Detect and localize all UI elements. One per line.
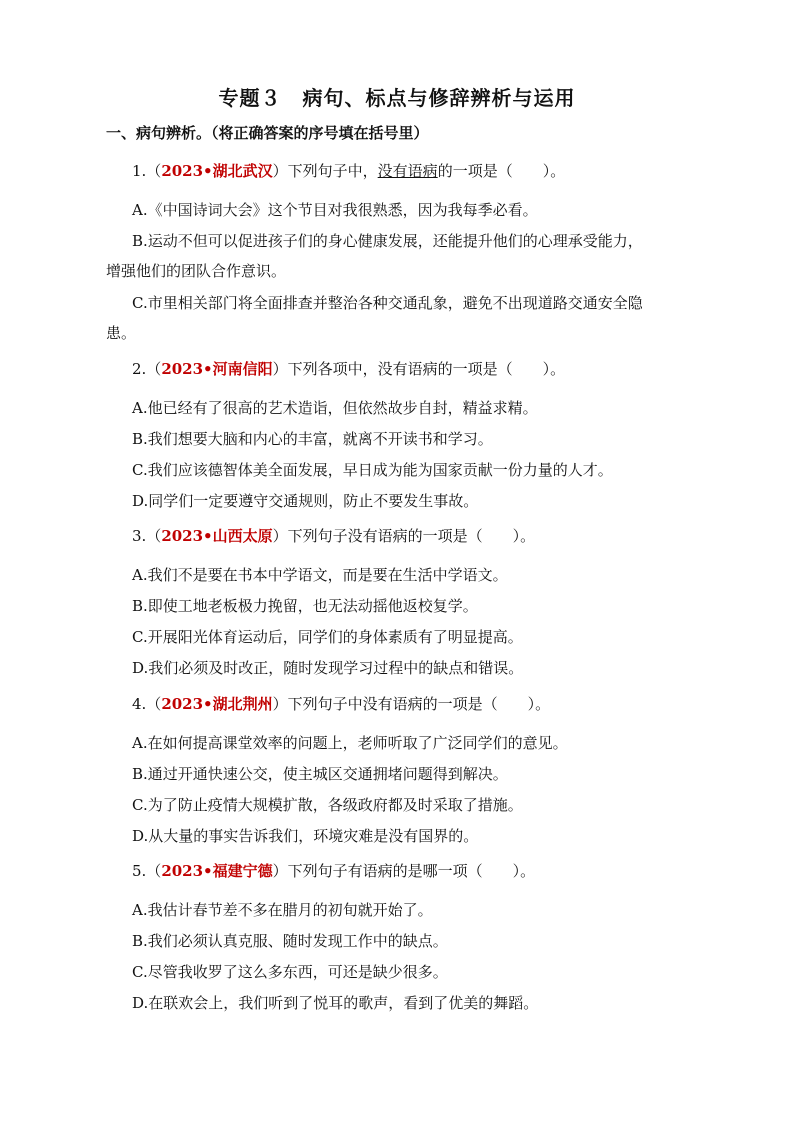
- question-5-stem: 5.（2023•福建宁德）下列句子有语病的是哪一项（ ）。: [132, 862, 536, 880]
- question-3-stem: 3.（2023•山西太原）下列句子没有语病的一项是（ ）。: [132, 527, 536, 545]
- question-2-option-c: C.我们应该德智体美全面发展，早日成为能为国家贡献一份力量的人才。: [132, 461, 613, 479]
- question-source: 2023•河南信阳: [161, 360, 273, 378]
- question-2-option-d: D.同学们一定要遵守交通规则，防止不要发生事故。: [132, 492, 479, 510]
- question-5-option-a: A.我估计春节差不多在腊月的初旬就开始了。: [132, 901, 433, 919]
- question-1-option-b-cont: 增强他们的团队合作意识。: [106, 262, 287, 280]
- question-source: 2023•福建宁德: [161, 862, 273, 880]
- question-3-option-b: B.即使工地老板极力挽留，也无法动摇他返校复学。: [132, 597, 478, 615]
- question-4-stem: 4.（2023•湖北荆州）下列句子中没有语病的一项是（ ）。: [132, 695, 551, 713]
- question-5-option-d: D.在联欢会上，我们听到了悦耳的歌声，看到了优美的舞蹈。: [132, 994, 539, 1012]
- question-2-stem: 2.（2023•河南信阳）下列各项中，没有语病的一项是（ ）。: [132, 360, 566, 378]
- question-1-stem: 1.（2023•湖北武汉）下列句子中，没有语病的一项是（ ）。: [132, 162, 566, 180]
- question-3-option-c: C.开展阳光体育运动后，同学们的身体素质有了明显提高。: [132, 628, 523, 646]
- question-4-option-b: B.通过开通快速公交，使主城区交通拥堵问题得到解决。: [132, 765, 508, 783]
- question-source: 2023•湖北武汉: [161, 162, 273, 180]
- section-heading: 一、病句辨析。（将正确答案的序号填在括号里）: [106, 124, 429, 142]
- question-1-option-b: B.运动不但可以促进孩子们的身心健康发展，还能提升他们的心理承受能力，: [132, 232, 643, 250]
- question-3-option-a: A.我们不是要在书本中学语文，而是要在生活中学语文。: [132, 566, 508, 584]
- question-2-option-a: A.他已经有了很高的艺术造诣，但依然故步自封，精益求精。: [132, 399, 538, 417]
- question-5-option-b: B.我们必须认真克服、随时发现工作中的缺点。: [132, 932, 448, 950]
- question-1-option-c: C.市里相关部门将全面排查并整治各种交通乱象，避免不出现道路交通安全隐: [132, 294, 643, 312]
- question-2-option-b: B.我们想要大脑和内心的丰富，就离不开读书和学习。: [132, 430, 493, 448]
- question-source: 2023•山西太原: [161, 527, 273, 545]
- question-1-option-a: A.《中国诗词大会》这个节目对我很熟悉，因为我每季必看。: [132, 201, 538, 219]
- question-5-option-c: C.尽管我收罗了这么多东西，可还是缺少很多。: [132, 963, 448, 981]
- question-4-option-d: D.从大量的事实告诉我们，环境灾难是没有国界的。: [132, 827, 479, 845]
- question-3-option-d: D.我们必须及时改正，随时发现学习过程中的缺点和错误。: [132, 659, 524, 677]
- page-title: 专题３ 病句、标点与修辞辨析与运用: [218, 86, 576, 110]
- question-4-option-a: A.在如何提高课堂效率的问题上，老师听取了广泛同学们的意见。: [132, 734, 568, 752]
- question-4-option-c: C.为了防止疫情大规模扩散，各级政府都及时采取了措施。: [132, 796, 523, 814]
- question-source: 2023•湖北荆州: [161, 695, 273, 713]
- question-1-option-c-cont: 患。: [106, 324, 137, 342]
